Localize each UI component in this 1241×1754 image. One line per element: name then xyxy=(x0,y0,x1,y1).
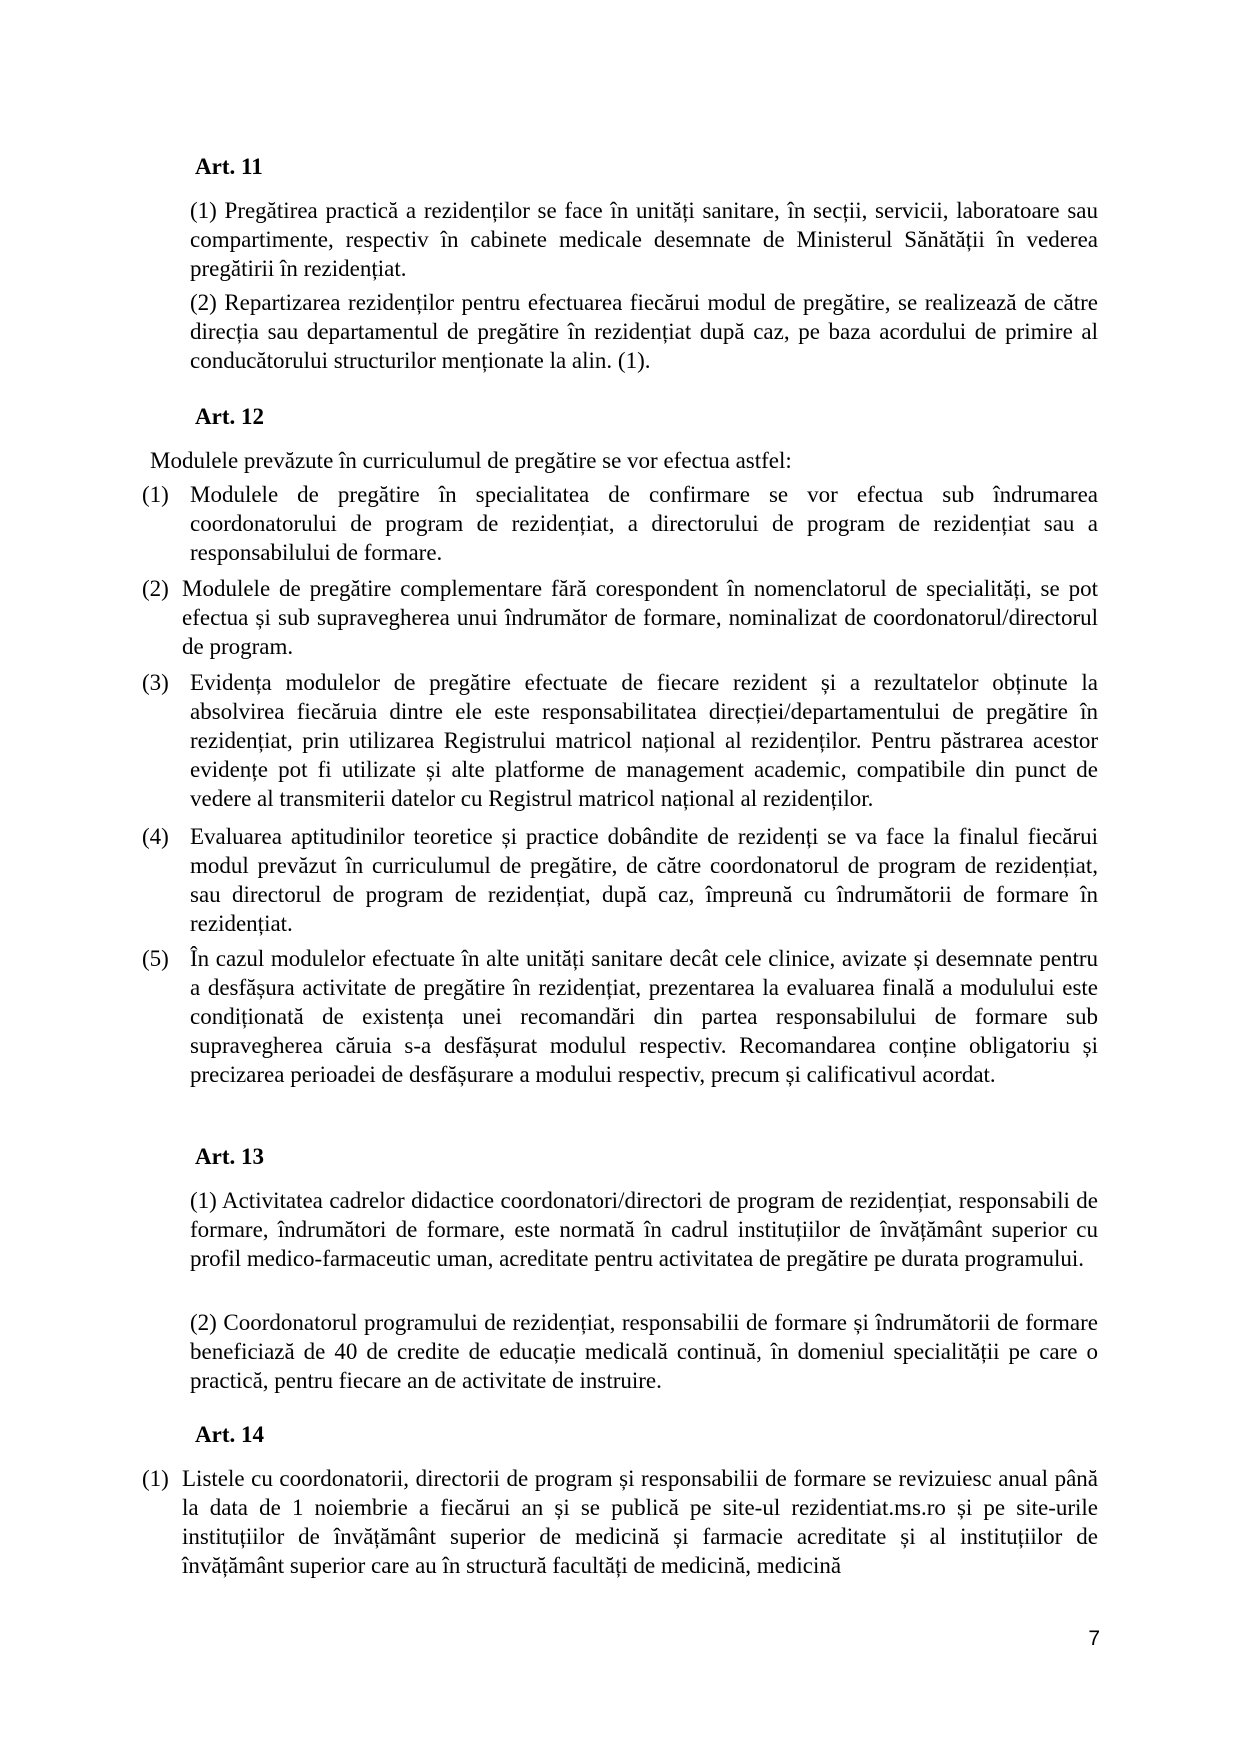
article-14-item-1 xyxy=(142,1464,1098,1580)
article-12-intro: Modulele prevăzute în curriculumul de pregătire se vor efectua astfel: xyxy=(150,448,792,473)
item-text: Evidența modulelor de pregătire efectuate de fiecare rezident și a rezultatelor obținute la absolvirea fiecăruia dintre ele este responsabilitatea direcției/departamentului de pregătire în rezidențiat, prin utilizarea Registrului matricol național al rezidenților. Pentru păstrarea acestor evidențe pot fi utilizate și alte platforme de management academic, compatibile din punct de vedere al transmiterii datelor cu Registrul matricol național al rezidenților. xyxy=(190,670,1098,811)
item-text: Modulele de pregătire în specialitatea de confirmare se vor efectua sub îndrumarea coordonatorului de program de rezidențiat, a directorului de program de rezidențiat sau a responsabilului de formare. xyxy=(190,482,1098,565)
article-11-title: Art. 11 xyxy=(195,154,263,179)
article-12-item-2 xyxy=(142,574,1098,661)
item-number: (5) xyxy=(142,946,169,971)
page-number: 7 xyxy=(1088,1627,1100,1650)
article-14-title: Art. 14 xyxy=(195,1422,264,1447)
item-number: (2) xyxy=(142,576,169,601)
item-number: (1) xyxy=(142,1466,169,1491)
article-12-item-1 xyxy=(142,480,1098,567)
article-11-paragraph-2: (2) Repartizarea rezidenților pentru efectuarea fiecărui modul de pregătire, se realizează de către direcția sau departamentul de pregătire în rezidențiat după caz, pe baza acordului de primire al conducătorului structurilor menționate la alin. (1). xyxy=(190,290,1098,373)
article-12-title: Art. 12 xyxy=(195,404,264,429)
article-11-paragraph-1: (1) Pregătirea practică a rezidenților se face în unități sanitare, în secții, servicii, laboratoare sau compartimente, respectiv în cabinete medicale desemnate de Ministerul Sănătății în vederea pregătirii în rezidențiat. xyxy=(190,198,1098,281)
item-number: (4) xyxy=(142,824,169,849)
item-number: (1) xyxy=(142,482,169,507)
article-12-item-3 xyxy=(142,668,1098,813)
item-text: Listele cu coordonatorii, directorii de program și responsabilii de formare se revizuiesc anual până la data de 1 noiembrie a fiecărui an și se publică pe site-ul rezidentiat.ms.ro și pe site-urile instituțiilor de învățământ superior de medicină și farmacie acreditate și al instituțiilor de învățământ superior care au în structură facultăți de medicină, medicină xyxy=(182,1466,1098,1578)
article-13-paragraph-1: (1) Activitatea cadrelor didactice coordonatori/directori de program de rezidențiat, responsabili de formare, îndrumători de formare, este normată în cadrul instituțiilor de învățământ superior cu profil medico-farmaceutic uman, acreditate pentru activitatea de pregătire pe durata programului. xyxy=(190,1188,1098,1271)
item-text: În cazul modulelor efectuate în alte unități sanitare decât cele clinice, avizate și desemnate pentru a desfășura activitate de pregătire în rezidențiat, prezentarea la evaluarea finală a modulului este condiționată de existența unei recomandări din partea responsabilului de formare sub supravegherea căruia s-a desfășurat modulul respectiv. Recomandarea conține obligatoriu și precizarea perioadei de desfășurare a modului respectiv, precum și calificativul acordat. xyxy=(190,946,1098,1087)
article-12-item-4 xyxy=(142,822,1098,938)
article-13-title: Art. 13 xyxy=(195,1144,264,1169)
item-number: (3) xyxy=(142,670,169,695)
item-text: Evaluarea aptitudinilor teoretice și practice dobândite de rezidenți se va face la finalul fiecărui modul prevăzut în curriculumul de pregătire, de către coordonatorul de program de rezidențiat, sau directorul de program de rezidențiat, după caz, împreună cu îndrumătorii de formare în rezidențiat. xyxy=(190,824,1098,936)
article-13-paragraph-2: (2) Coordonatorul programului de rezidențiat, responsabilii de formare și îndrumătorii de formare beneficiază de 40 de credite de educație medicală continuă, în domeniul specialității pe care o practică, pentru fiecare an de activitate de instruire. xyxy=(190,1310,1098,1393)
item-text: Modulele de pregătire complementare fără corespondent în nomenclatorul de specialități, se pot efectua și sub supravegherea unui îndrumător de formare, nominalizat de coordonatorul/directorul de program. xyxy=(182,576,1098,659)
article-12-item-5 xyxy=(142,944,1098,1089)
